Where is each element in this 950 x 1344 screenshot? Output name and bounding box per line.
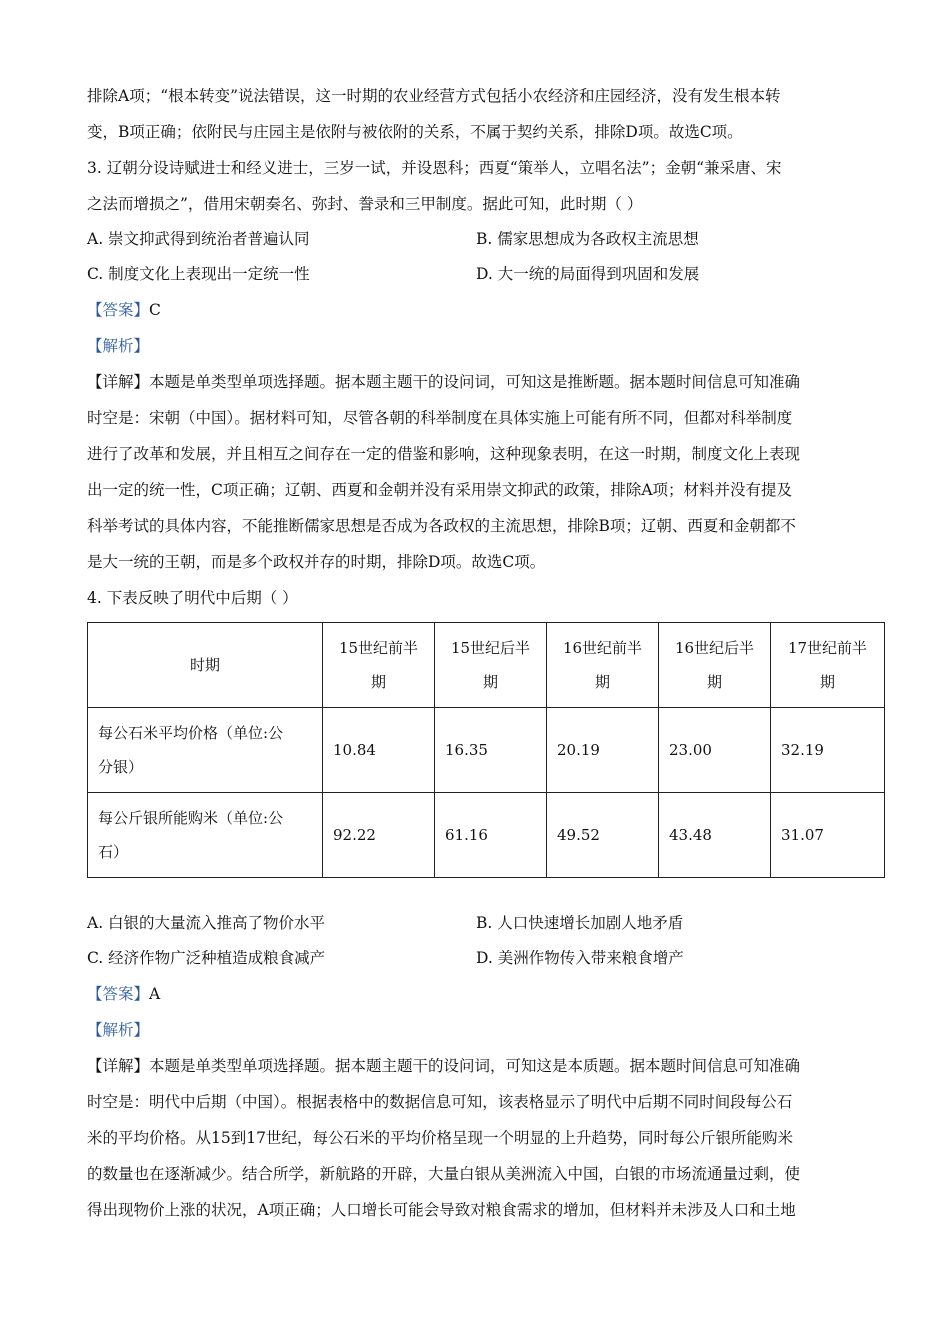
table-cell: 49.52 <box>547 793 659 878</box>
detail-line: 是大一统的王朝，而是多个政权并存的时期，排除D项。故选C项。 <box>87 553 546 571</box>
options <box>87 222 885 292</box>
price-table <box>87 622 885 878</box>
table-row <box>88 793 885 878</box>
analysis-line <box>87 328 885 364</box>
question-3 <box>87 150 885 580</box>
table-cell: 20.19 <box>547 708 659 793</box>
table-cell: 32.19 <box>771 708 885 793</box>
answer-line <box>87 292 885 328</box>
question-stem: 之法而增损之”，借用宋朝奏名、弥封、誊录和三甲制度。据此可知，此时期（ ） <box>87 195 643 213</box>
analysis-tag: 【解析】 <box>87 337 150 355</box>
option-a: A. 白银的大量流入推高了物价水平 <box>87 914 326 932</box>
detail-line <box>87 364 885 400</box>
detail-line: 米的平均价格。从15到17世纪，每公石米的平均价格呈现一个明显的上升趋势，同时每公斤银所能购米 <box>87 1129 793 1147</box>
table-header-cell: 15世纪后半 期 <box>435 623 547 708</box>
table-row <box>88 708 885 793</box>
question-stem: 3. 辽朝分设诗赋进士和经义进士，三岁一试，并设恩科；西夏“策举人，立唱名法”；金朝“兼采唐、宋 <box>87 159 782 177</box>
detail-line <box>87 1048 885 1084</box>
table-corner-cell: 时期 <box>88 623 323 708</box>
option-c: C. 经济作物广泛种植造成粮食减产 <box>87 949 326 967</box>
options <box>87 906 885 976</box>
paragraph-line: 排除A项；“根本转变”说法错误，这一时期的农业经营方式包括小农经济和庄园经济，没有发生根本转 <box>87 87 781 105</box>
detail-line: 时空是：宋朝（中国）。据材料可知，尽管各朝的科举制度在具体实施上可能有所不同，但都对科举制度 <box>87 409 793 427</box>
detail-line: 时空是：明代中后期（中国）。根据表格中的数据信息可知，该表格显示了明代中后期不同时间段每公石 <box>87 1093 793 1111</box>
paragraph-line: 变，B项正确；依附民与庄园主是依附与被依附的关系，不属于契约关系，排除D项。故选C项。 <box>87 123 743 141</box>
table-cell: 23.00 <box>659 708 771 793</box>
table-cell: 61.16 <box>435 793 547 878</box>
detail-text: 本题是单类型单项选择题。据本题主题干的设问词，可知这是推断题。据本题时间信息可知准确 <box>149 373 801 391</box>
table-header-cell: 15世纪前半 期 <box>323 623 435 708</box>
table-cell: 92.22 <box>323 793 435 878</box>
table-cell: 16.35 <box>435 708 547 793</box>
answer-value: C <box>149 301 161 319</box>
table-header-cell: 16世纪前半 期 <box>547 623 659 708</box>
answer-value: A <box>149 985 161 1003</box>
table-header-cell: 16世纪后半 期 <box>659 623 771 708</box>
detail-line: 出一定的统一性，C项正确；辽朝、西夏和金朝并没有采用崇文抑武的政策，排除A项；材料并没有提及 <box>87 481 793 499</box>
option-c: C. 制度文化上表现出一定统一性 <box>87 265 310 283</box>
detail-tag: 【详解】 <box>87 1057 150 1075</box>
table-header-row <box>88 623 885 708</box>
answer-line <box>87 976 885 1012</box>
question-stem: 4. 下表反映了明代中后期（ ） <box>87 589 298 607</box>
row-label: 每公斤银所能购米（单位:公 石） <box>88 793 323 878</box>
analysis-line <box>87 1012 885 1048</box>
table-header-cell: 17世纪前半 期 <box>771 623 885 708</box>
detail-line: 进行了改革和发展，并且相互之间存在一定的借鉴和影响，这种现象表明，在这一时期，制度文化上表现 <box>87 445 801 463</box>
option-a: A. 崇文抑武得到统治者普遍认同 <box>87 230 310 248</box>
detail-line: 得出现物价上涨的状况，A项正确；人口增长可能会导致对粮食需求的增加，但材料并未涉及人口和土地 <box>87 1201 796 1219</box>
table-cell: 10.84 <box>323 708 435 793</box>
question-4 <box>87 580 885 1228</box>
answer-tag: 【答案】 <box>87 985 150 1003</box>
table-cell: 43.48 <box>659 793 771 878</box>
document-page <box>87 78 885 1228</box>
detail-text: 本题是单类型单项选择题。据本题主题干的设问词，可知这是本质题。据本题时间信息可知准确 <box>149 1057 801 1075</box>
analysis-tag: 【解析】 <box>87 1021 150 1039</box>
option-d: D. 美洲作物传入带来粮食增产 <box>476 949 684 967</box>
option-b: B. 儒家思想成为各政权主流思想 <box>476 230 699 248</box>
row-label: 每公石米平均价格（单位:公 分银） <box>88 708 323 793</box>
detail-line: 科举考试的具体内容，不能推断儒家思想是否成为各政权的主流思想，排除B项；辽朝、西夏和金朝都不 <box>87 517 796 535</box>
detail-tag: 【详解】 <box>87 373 150 391</box>
option-d: D. 大一统的局面得到巩固和发展 <box>476 265 700 283</box>
detail-line: 的数量也在逐渐减少。结合所学，新航路的开辟，大量白银从美洲流入中国，白银的市场流通量过剩，使 <box>87 1165 801 1183</box>
table-cell: 31.07 <box>771 793 885 878</box>
answer-tag: 【答案】 <box>87 301 150 319</box>
option-b: B. 人口快速增长加剧人地矛盾 <box>476 914 684 932</box>
